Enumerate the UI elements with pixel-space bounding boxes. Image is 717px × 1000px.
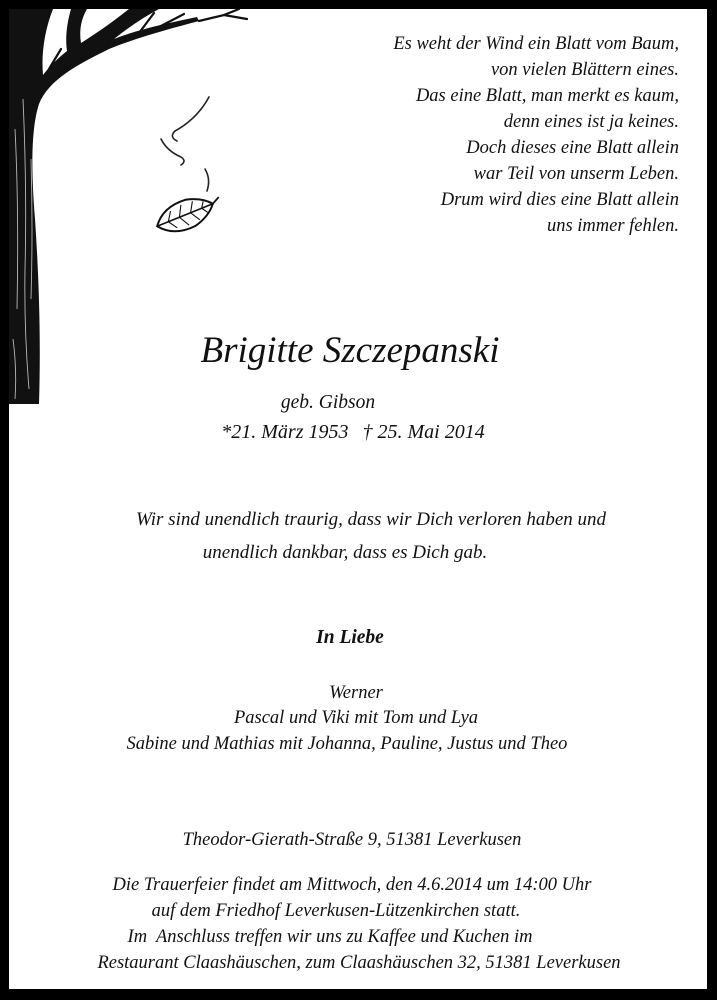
funeral-info-line: Restaurant Claashäuschen, zum Claashäuschen 32, 51381 Leverkusen: [97, 953, 621, 973]
poem-line: war Teil von unserm Leben.: [473, 164, 679, 184]
poem-line: Doch dieses eine Blatt allein: [466, 138, 679, 158]
condolence-message-line: Wir sind unendlich traurig, dass wir Dich verloren haben und: [135, 509, 607, 530]
closing-phrase: In Liebe: [316, 627, 384, 648]
death-date: † 25. Mai 2014: [362, 421, 485, 443]
funeral-info-line: Im Anschluss treffen wir uns zu Kaffee und Kuchen im: [127, 927, 533, 947]
funeral-info-line: Die Trauerfeier findet am Mittwoch, den 4.6.2014 um 14:00 Uhr: [112, 875, 592, 895]
obituary-card: [9, 9, 707, 989]
poem-line: denn eines ist ja keines.: [503, 112, 679, 132]
birth-name: geb. Gibson: [280, 392, 376, 413]
family-address: Theodor-Gierath-Straße 9, 51381 Leverkusen: [182, 830, 522, 850]
poem-line: von vielen Blättern eines.: [490, 60, 679, 80]
family-member: Pascal und Viki mit Tom und Lya: [233, 708, 479, 728]
memorial-poem: [393, 31, 679, 239]
poem-line: Drum wird dies eine Blatt allein: [440, 190, 679, 210]
birth-date: *21. März 1953: [221, 421, 349, 443]
poem-line: uns immer fehlen.: [546, 216, 679, 236]
poem-line: Es weht der Wind ein Blatt vom Baum,: [393, 34, 679, 54]
condolence-message-line: unendlich dankbar, dass es Dich gab.: [202, 542, 488, 563]
life-dates: [9, 421, 702, 444]
family-member: Werner: [329, 683, 383, 703]
funeral-info-line: auf dem Friedhof Leverkusen-Lützenkirchen statt.: [151, 901, 521, 921]
family-member: Sabine und Mathias mit Johanna, Pauline, Justus und Theo: [126, 734, 568, 754]
poem-line: Das eine Blatt, man merkt es kaum,: [415, 86, 679, 106]
deceased-name: Brigitte Szczepanski: [200, 330, 500, 371]
